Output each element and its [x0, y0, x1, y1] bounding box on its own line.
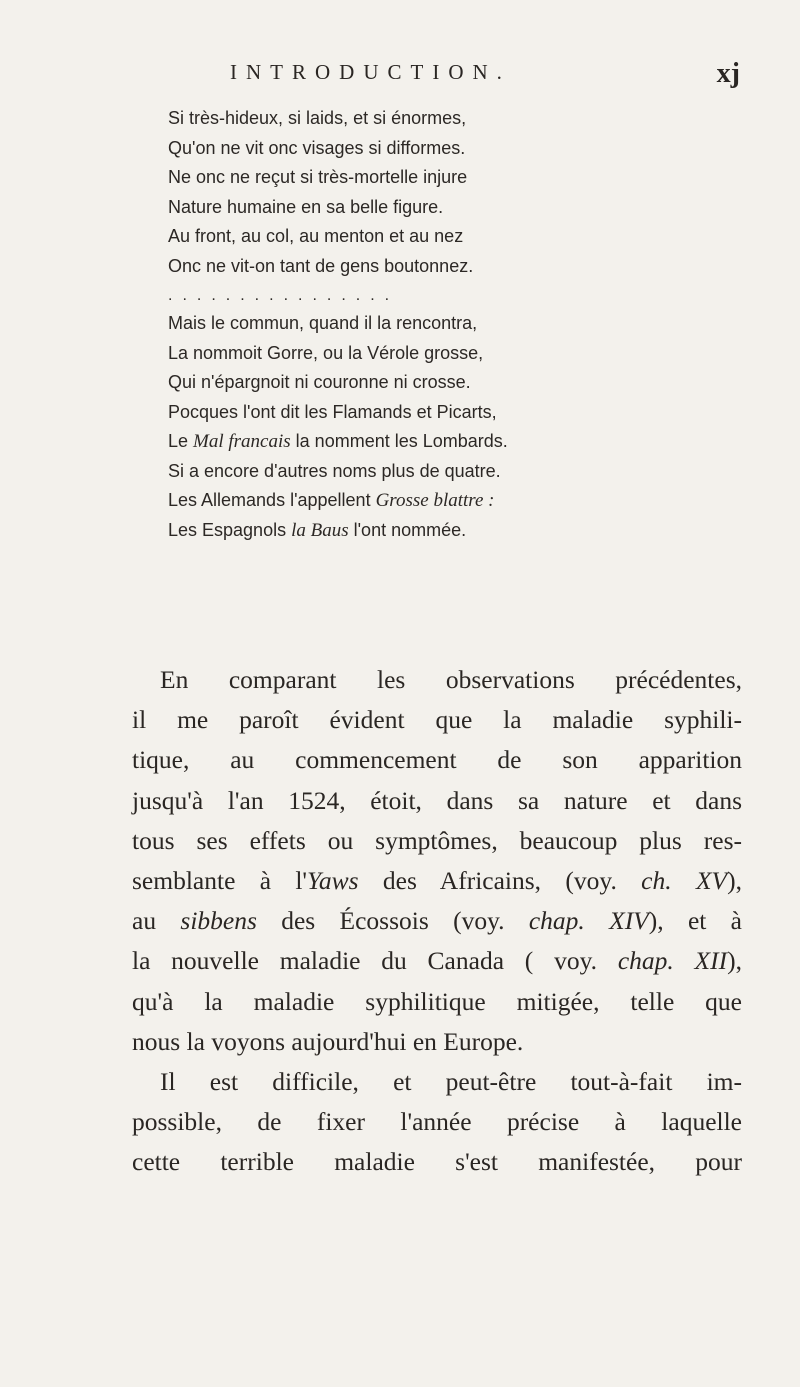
verse-line: Nature humaine en sa belle figure. — [168, 196, 444, 217]
prose-italic: sibbens — [180, 906, 257, 936]
prose-line — [132, 941, 742, 981]
prose-text: des Africains, (voy. — [358, 866, 642, 896]
verse-line — [168, 486, 768, 516]
verse-line: Qu'on ne vit onc visages si difformes. — [168, 137, 466, 158]
verse-italic: la Baus — [291, 519, 349, 541]
prose-line: Il est difficile, et peut-être tout-à-fait im- — [160, 1067, 742, 1097]
verse-line: Ne onc ne reçut si très-mortelle injure — [168, 167, 468, 187]
verse-line: Qui n'épargnoit ni couronne ni crosse. — [168, 372, 471, 392]
chapter-reference: chap. XII — [617, 946, 728, 976]
verse-line — [168, 427, 768, 457]
prose-line: cette terrible maladie s'est manifestée, pour — [132, 1147, 742, 1177]
running-header — [230, 60, 740, 100]
verse-italic: Grosse blattre : — [375, 490, 495, 511]
page-number: xj — [716, 58, 740, 89]
chapter-reference: ch. XV — [641, 866, 728, 896]
prose-text: au — [132, 906, 181, 936]
verse-line: Mais le commun, quand il la rencontra, — [168, 313, 478, 333]
body-paragraphs — [132, 660, 742, 1183]
chapter-reference: chap. XIV — [528, 906, 649, 936]
verse-line: La nommoit Gorre, ou la Vérole grosse, — [168, 342, 484, 363]
prose-line — [132, 901, 742, 941]
prose-line: nous la voyons aujourd'hui en Europe. — [132, 1026, 524, 1056]
verse-text: Les Allemands l'appellent — [168, 490, 376, 510]
prose-text: ), et à — [648, 906, 742, 936]
verse-text: l'ont nommée. — [348, 519, 467, 540]
verse-text: Le — [168, 431, 194, 451]
prose-line: tique, au commencement de son apparition — [132, 745, 742, 775]
prose-line: il me paroît évident que la maladie syphili- — [132, 705, 742, 735]
prose-line: jusqu'à l'an 1524, étoit, dans sa nature et dans — [132, 785, 742, 815]
prose-line: tous ses effets ou symptômes, beaucoup plus res- — [132, 825, 742, 855]
verse-line: Si a encore d'autres noms plus de quatre. — [168, 460, 501, 481]
ellipsis-separator: ................ — [168, 287, 400, 304]
verse-line: Onc ne vit-on tant de gens boutonnez. — [168, 255, 474, 276]
prose-text: la nouvelle maladie du Canada ( voy. — [132, 946, 618, 976]
prose-italic: Yaws — [307, 866, 359, 896]
verse-line: Pocques l'ont dit les Flamands et Picarts, — [168, 401, 497, 422]
verse-text: Les Espagnols — [168, 519, 292, 540]
verse-line — [168, 516, 768, 546]
prose-line: qu'à la maladie syphilitique mitigée, telle que — [132, 986, 742, 1016]
prose-line: possible, de fixer l'année précise à laquelle — [132, 1107, 742, 1137]
prose-text: semblante à l' — [132, 866, 308, 896]
prose-text: ), — [727, 946, 742, 976]
prose-line — [132, 861, 742, 901]
verse-line: Au front, au col, au menton et au nez — [168, 226, 464, 246]
verse-line: Si très-hideux, si laids, et si énormes, — [168, 108, 467, 128]
verse-quotation — [168, 104, 768, 545]
verse-text: la nomment les Lombards. — [290, 431, 508, 451]
verse-italic: Mal francais — [193, 431, 291, 452]
prose-text: des Écossois (voy. — [256, 906, 529, 936]
prose-line: En comparant les observations précédentes, — [160, 665, 742, 694]
header-title: INTRODUCTION. — [230, 60, 511, 84]
prose-text: ), — [727, 866, 742, 896]
